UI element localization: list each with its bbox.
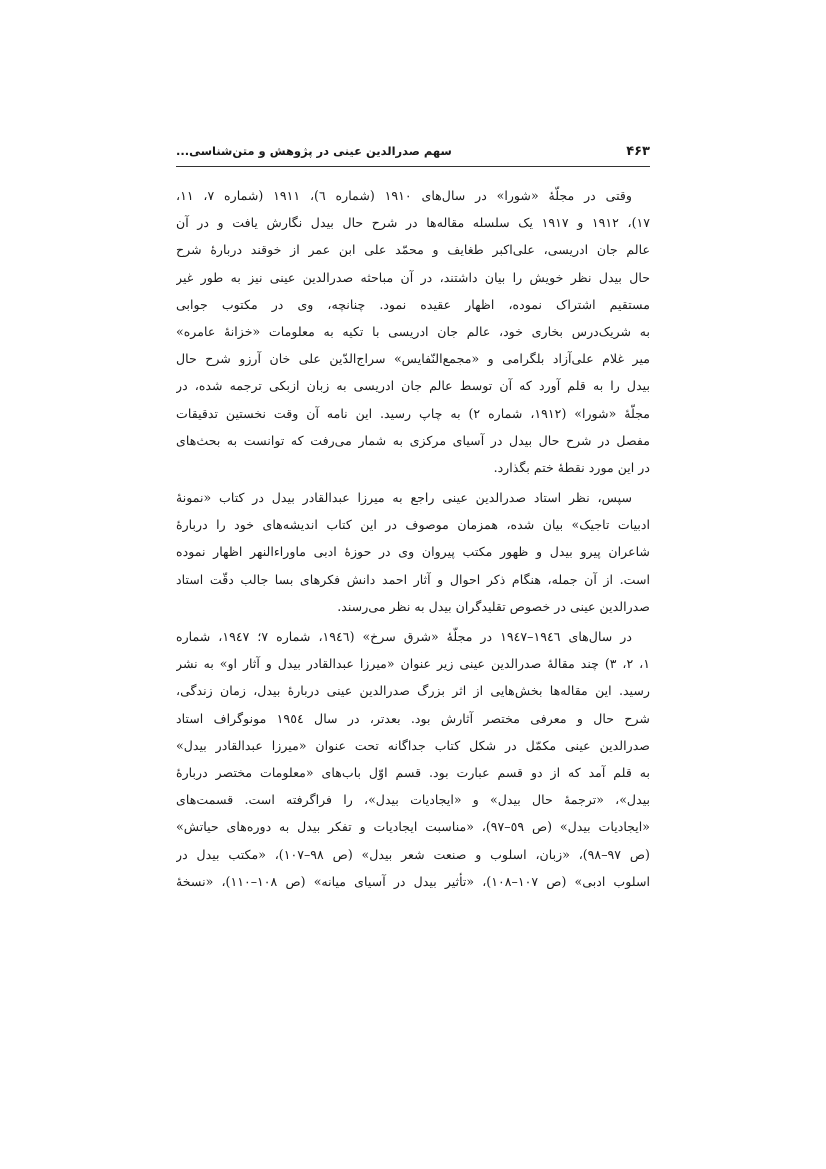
paragraph-2 xyxy=(176,484,650,620)
running-header xyxy=(176,142,650,166)
text-line: عالم جان ادریسی، علی‌اکبر طغایف و محمّد علی ابن عمر از خوقند دربارۀ شرح xyxy=(176,242,650,258)
text-line: سپس، نظر استاد صدرالدین عینی راجع به میرزا عبدالقادر بیدل در کتاب «نمونۀ xyxy=(176,490,632,506)
text-line: مستقیم اشتراک نموده، اظهار عقیده نمود. چنانچه، وی در مکتوب جوابی xyxy=(176,296,650,312)
text-line: در این مورد نقطۀ ختم بگذارد. xyxy=(493,459,650,475)
text-line: میر غلام علی‌آزاد بلگرامی و «مجمع‌النّفایس» سراج‌الدّین علی خان آرزو شرح حال xyxy=(176,351,650,367)
text-line: به شریک‌درس بخاری خود، عالم جان ادریسی با تکیه به معلومات «خزانۀ عامره» xyxy=(176,323,650,339)
text-line: مجلّۀ «شورا» (۱۹۱۲، شماره ۲) به چاپ رسید. این نامه آن وقت نخستین تدقیقات xyxy=(176,405,650,421)
body-text xyxy=(176,182,650,898)
paragraph-1 xyxy=(176,182,650,481)
page-number: ۴۶۳ xyxy=(626,144,650,159)
text-line: صدرالدین عینی مکمّل در شکل کتاب جداگانه تحت عنوان «میرزا عبدالقادر بیدل» xyxy=(176,737,650,753)
text-line: اسلوب ادبی» (ص ۱۰۷–۱۰۸)، «تأثیر بیدل در آسیای میانه» (ص ۱۰۸–۱۱۰)، «نسخۀ xyxy=(176,873,650,889)
text-line: بیدل را به قلم آورد که آن توسط عالم جان ادریسی به زبان ازبکی ترجمه شده، در xyxy=(176,378,650,394)
text-line: ۱۷)، ۱۹۱۲ و ۱۹۱۷ یک سلسله مقاله‌ها در شرح حال بیدل نگارش یافت و در آن xyxy=(176,215,650,231)
text-line: وقتی در مجلّۀ «شورا» در سال‌های ۱۹۱۰ (شماره ٦)، ۱۹۱۱ (شماره ۷، ۱۱، xyxy=(176,188,632,203)
text-line: حال بیدل نظر خویش را بیان داشتند، در آن مباحثه صدرالدین عینی نیز به طور غیر xyxy=(176,269,650,285)
text-line: ادبیات تاجیک» بیان شده، همزمان موصوف در این کتاب اندیشه‌های خود را دربارۀ xyxy=(176,517,650,533)
running-title: سهم صدرالدین عینی در پژوهش و متن‌شناسی... xyxy=(176,144,452,158)
text-line: است. از آن جمله، هنگام ذکر احوال و آثار احمد دانش فکرهای بسا جالب دقّت استاد xyxy=(176,571,650,587)
text-line: صدرالدین عینی در خصوص تقلیدگران بیدل به نظر می‌رسند. xyxy=(337,598,650,614)
text-line: «ایجادیات بیدل» (ص ٥۹–۹۷)، «مناسبت ایجادیات و تفکر بیدل به دوره‌های حیاتش» xyxy=(176,819,650,835)
text-line: به قلم آمد که از دو قسم عبارت بود. قسم اوّل باب‌های «معلومات مختصر دربارۀ xyxy=(176,764,650,780)
text-line: شاعران پیرو بیدل و ظهور مکتب پیروان وی در حوزۀ ادبی ماوراءالنهر اظهار نموده xyxy=(176,544,650,560)
text-line: (ص ۹۷–۹۸)، «زبان، اسلوب و صنعت شعر بیدل» (ص ۹۸–۱۰۷)، «مکتب بیدل در xyxy=(176,846,650,862)
header-divider xyxy=(176,166,650,167)
paragraph-3 xyxy=(176,623,650,895)
text-line: در سال‌های ۱۹٤٦–۱۹٤۷ در مجلّۀ «شرق سرخ» (۱۹٤٦، شماره ۷؛ ۱۹٤۷، شماره xyxy=(176,629,632,644)
text-line: بیدل»، «ترجمۀ حال بیدل» و «ایجادیات بیدل»، را فراگرفته است. قسمت‌های xyxy=(176,792,650,808)
text-line: رسید. این مقاله‌ها بخش‌هایی از اثر بزرگ صدرالدین عینی دربارۀ بیدل، زمان زندگی، xyxy=(176,683,650,699)
text-line: مفصل در شرح حال بیدل در آسیای مرکزی به شمار می‌رفت که توانست به بحث‌های xyxy=(176,432,650,448)
text-line: ۱، ۲، ۳) چند مقالۀ صدرالدین عینی زیر عنوان «میرزا عبدالقادر بیدل و آثار او» به نشر xyxy=(176,656,650,672)
text-line: شرح حال و معرفی مختصر آثارش بود. بعدتر، در سال ۱۹٥٤ مونوگراف استاد xyxy=(176,710,650,726)
